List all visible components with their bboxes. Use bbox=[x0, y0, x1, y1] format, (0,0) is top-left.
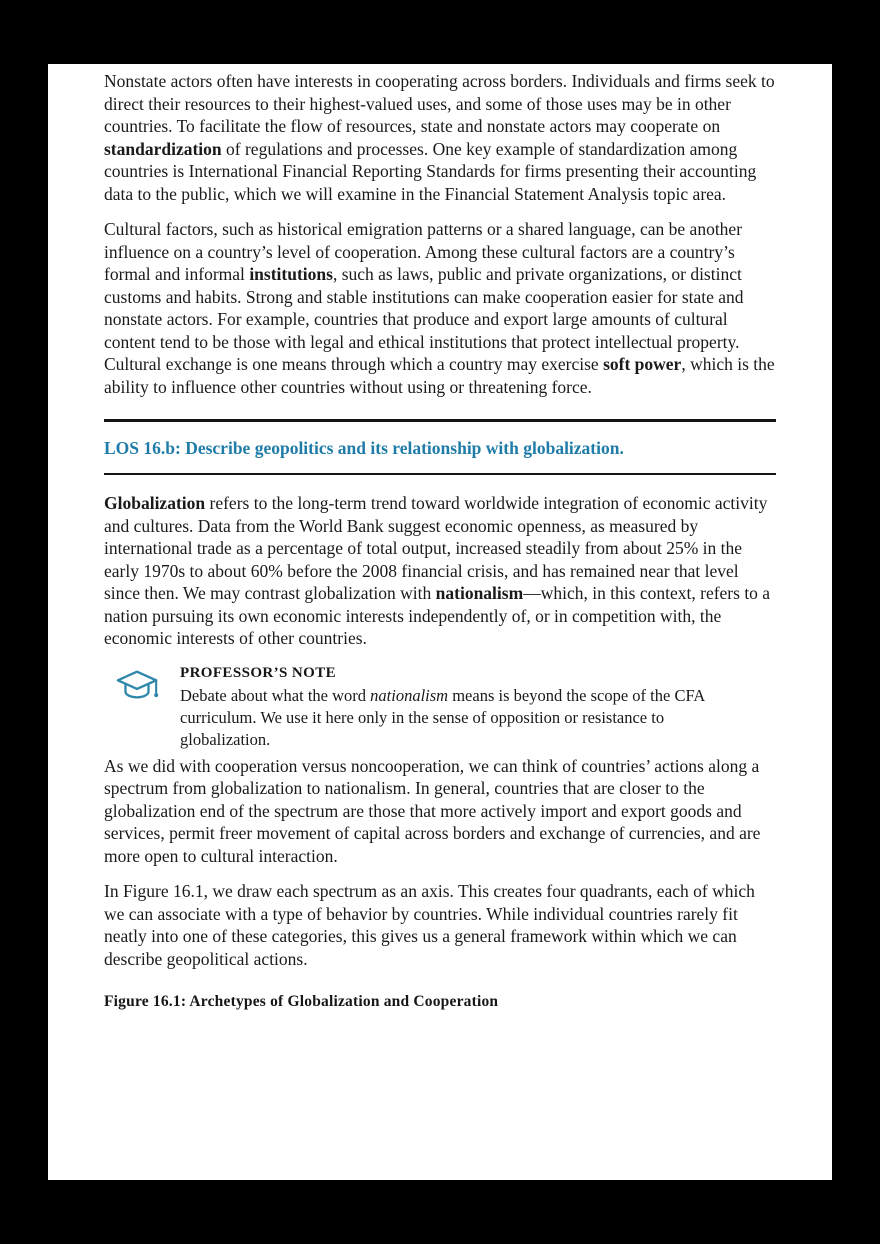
section-divider-thick bbox=[104, 419, 776, 422]
graduation-cap-icon bbox=[114, 663, 162, 712]
professor-note-title: PROFESSOR’S NOTE bbox=[180, 664, 337, 681]
figure-caption: Figure 16.1: Archetypes of Globalization and Cooperation bbox=[104, 993, 499, 1010]
document-page bbox=[48, 64, 832, 1180]
paragraph-standardization: Nonstate actors often have interests in cooperating across borders. Individuals and firms seek to direct their resources to their highest-valued uses, and some of those uses may be in other countries. To facilitate the flow of resources, state and nonstate actors may cooperate on standardization of regulations and processes. One key example of standardization among countries is International Financial Reporting Standards for firms presenting their accounting data to the public, which we will examine in the Financial Statement Analysis topic area. bbox=[104, 71, 775, 204]
professor-note bbox=[114, 663, 776, 751]
section-divider-thin bbox=[104, 473, 776, 475]
paragraph-spectrum: As we did with cooperation versus noncooperation, we can think of countries’ actions along a spectrum from globalization to nationalism. In general, countries that are closer to the globalization end of the spectrum are those that more actively import and export goods and services, permit freer movement of capital across borders and exchange of currencies, and are more open to cultural interaction. bbox=[104, 755, 761, 866]
paragraph-globalization: Globalization refers to the long-term trend toward worldwide integration of economic activity and cultures. Data from the World Bank suggest economic openness, as measured by international trade as a percentage of total output, increased steadily from about 25% in the early 1970s to about 60% before the 2008 financial crisis, and has remained near that level since then. We may contrast globalization with nationalism—which, in this context, refers to a nation pursuing its own economic interests independently of, or in competition with, the economic interests of other countries. bbox=[104, 493, 771, 648]
paragraph-cultural-factors: Cultural factors, such as historical emigration patterns or a shared language, can be another influence on a country’s level of cooperation. Among these cultural factors are a country’s formal and informal institutions, such as laws, public and private organizations, or distinct customs and habits. Strong and stable institutions can make cooperation easier for state and nonstate actors. For example, countries that produce and export large amounts of cultural content tend to be those with legal and ethical institutions that protect intellectual property. Cultural exchange is one means through which a country may exercise soft power, which is the ability to influence other countries without using or threatening force. bbox=[104, 219, 775, 397]
professor-note-body: Debate about what the word nationalism means is beyond the scope of the CFA curriculum. We use it here only in the sense of opposition or resistance to globalization. bbox=[180, 685, 705, 749]
professor-note-text bbox=[180, 663, 755, 751]
los-heading: LOS 16.b: Describe geopolitics and its relationship with globalization. bbox=[104, 438, 624, 458]
paragraph-figure-intro: In Figure 16.1, we draw each spectrum as an axis. This creates four quadrants, each of which we can associate with a type of behavior by countries. While individual countries rarely fit neatly into one of these categories, this gives us a general framework within which we can describe geopolitical actions. bbox=[104, 881, 755, 969]
